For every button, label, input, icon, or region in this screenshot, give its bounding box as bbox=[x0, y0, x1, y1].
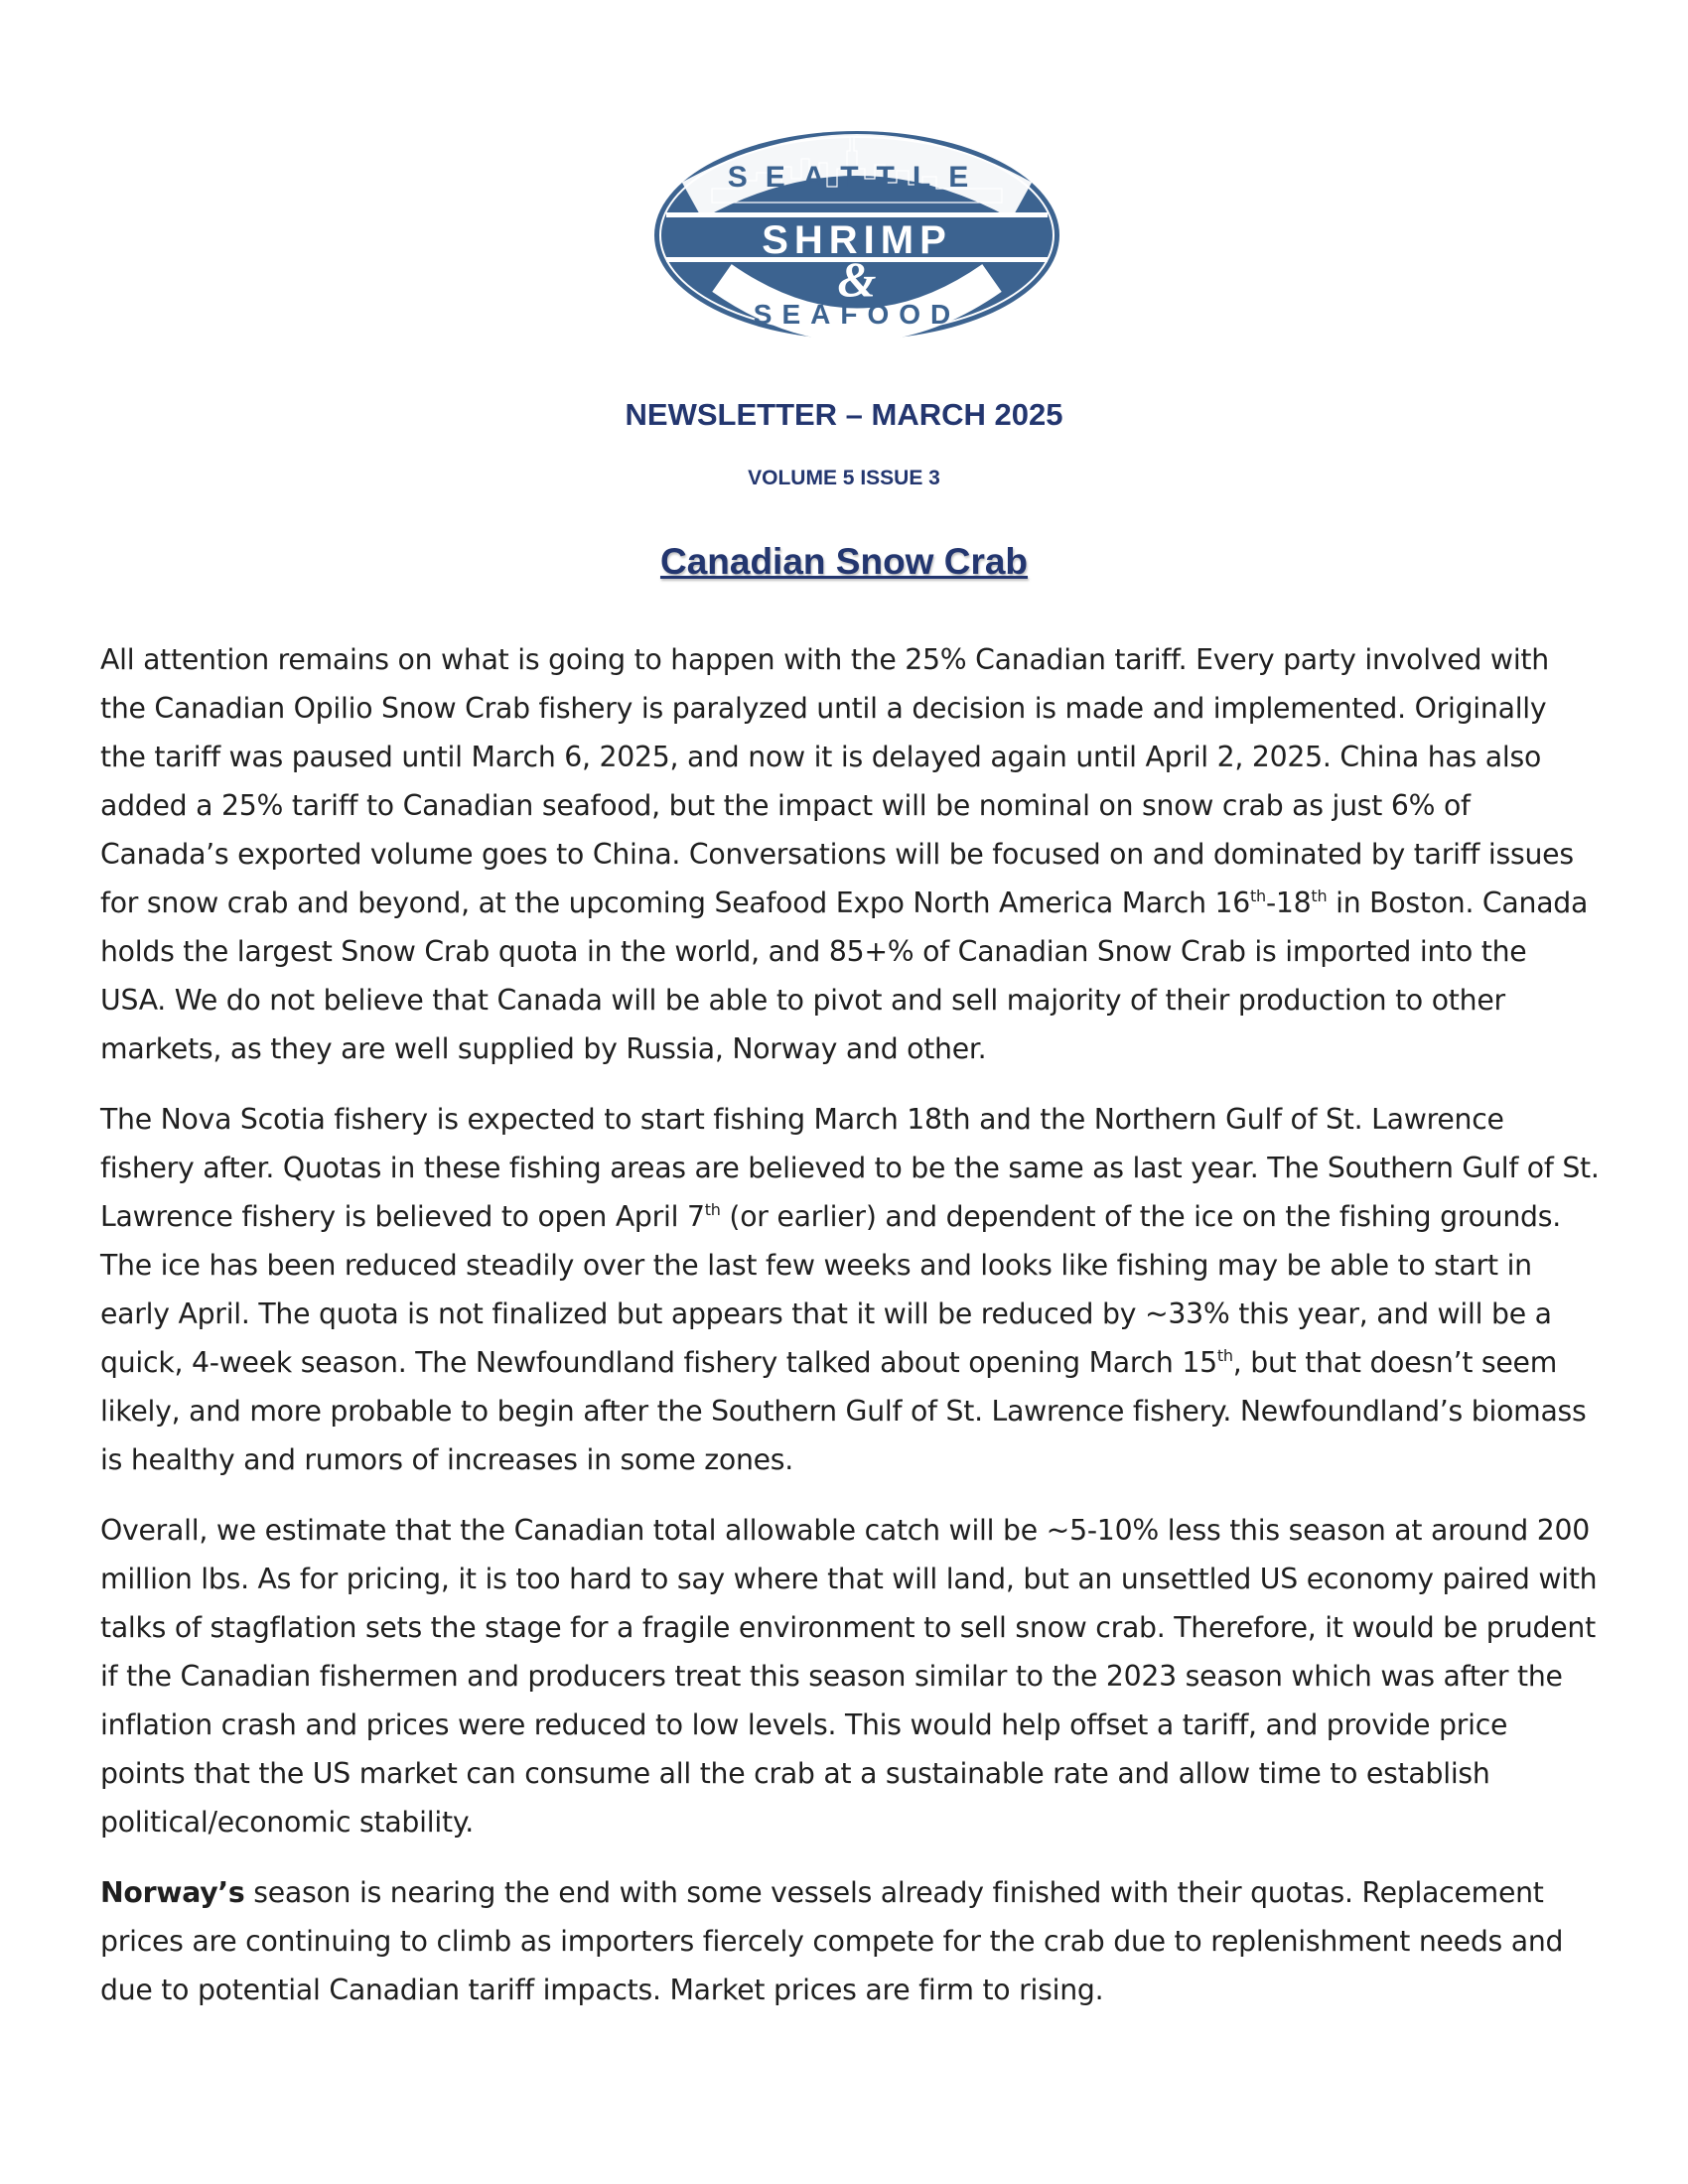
norway-bold-label: Norway’s bbox=[100, 1876, 245, 1909]
ordinal-suffix: th bbox=[1250, 887, 1266, 905]
paragraph-text: -18 bbox=[1265, 887, 1312, 919]
paragraph-norway bbox=[100, 1868, 1600, 2014]
paragraph-text: in Boston. Canada holds the largest Snow Crab quota in the world, and 85+% of Canadian Snow Crab is imported into the USA. We do not believe that Canada will be able to pivot and sell majority of their production to other markets, as they are well supplied by Russia, Norway and other. bbox=[100, 887, 1589, 1065]
logo-ampersand: & bbox=[837, 251, 877, 307]
seattle-shrimp-seafood-logo bbox=[652, 129, 1061, 342]
paragraph-fisheries bbox=[100, 1095, 1600, 1484]
paragraph-text: season is nearing the end with some vessels already finished with their quotas. Replacement prices are continuing to climb as importers fiercely compete for the crab due to replenishment needs and due to potential Canadian tariff impacts. Market prices are firm to rising. bbox=[100, 1876, 1564, 2006]
logo-top-text: SEATTLE bbox=[727, 161, 987, 194]
ordinal-suffix: th bbox=[1216, 1346, 1233, 1365]
logo-middle-text: SHRIMP bbox=[762, 218, 952, 262]
paragraph-text: (or earlier) and dependent of the ice on the fishing grounds. The ice has been reduced steadily over the last few weeks and looks like fishing may be able to start in early April. The quota is not finalized but appears that it will be reduced by ~33% this year, and will be a quick, 4-week season. The Newfoundland fishery talked about opening March 15 bbox=[100, 1200, 1561, 1379]
paragraph-text: All attention remains on what is going to happen with the 25% Canadian tariff. Every party involved with the Canadian Opilio Snow Crab fishery is paralyzed until a decision is made and implemented. Originally the tariff was paused until March 6, 2025, and now it is delayed again until April 2, 2025. China has also added a 25% tariff to Canadian seafood, but the impact will be nominal on snow crab as just 6% of Canada’s exported volume goes to China. Conversations will be focused on and dominated by tariff issues for snow crab and beyond, at the upcoming Seafood Expo North America March 16 bbox=[100, 643, 1574, 919]
volume-issue: VOLUME 5 ISSUE 3 bbox=[748, 467, 940, 489]
ordinal-suffix: th bbox=[704, 1200, 721, 1219]
ordinal-suffix: th bbox=[1311, 887, 1328, 905]
paragraph-tariff bbox=[100, 635, 1600, 1073]
logo-bottom-text: SEAFOOD bbox=[753, 299, 961, 330]
article-body bbox=[100, 635, 1600, 2036]
section-title: Canadian Snow Crab bbox=[659, 541, 1029, 582]
paragraph-outlook: Overall, we estimate that the Canadian total allowable catch will be ~5-10% less this season at around 200 million lbs. As for pricing, it is too hard to say where that will land, but an unsettled US economy paired with talks of stagflation sets the stage for a fragile environment to sell snow crab. Therefore, it would be prudent if the Canadian fishermen and producers treat this season similar to the 2023 season which was after the inflation crash and prices were reduced to low levels. This would help offset a tariff, and provide price points that the US market can consume all the crab at a sustainable rate and allow time to establish political/economic stability. bbox=[100, 1514, 1598, 1839]
newsletter-title: NEWSLETTER – MARCH 2025 bbox=[625, 397, 1063, 432]
paragraph-text: The Nova Scotia fishery is expected to start fishing March 18th and the Northern Gulf of St. Lawrence fishery after. Quotas in these fishing areas are believed to be the same as last year. The Southern Gulf of St. Lawrence fishery is believed to open April 7 bbox=[100, 1103, 1600, 1233]
paragraph-text: , but that doesn’t seem likely, and more probable to begin after the Southern Gulf of St. Lawrence fishery. Newfoundland’s biomass is healthy and rumors of increases in some zones. bbox=[100, 1346, 1587, 1476]
